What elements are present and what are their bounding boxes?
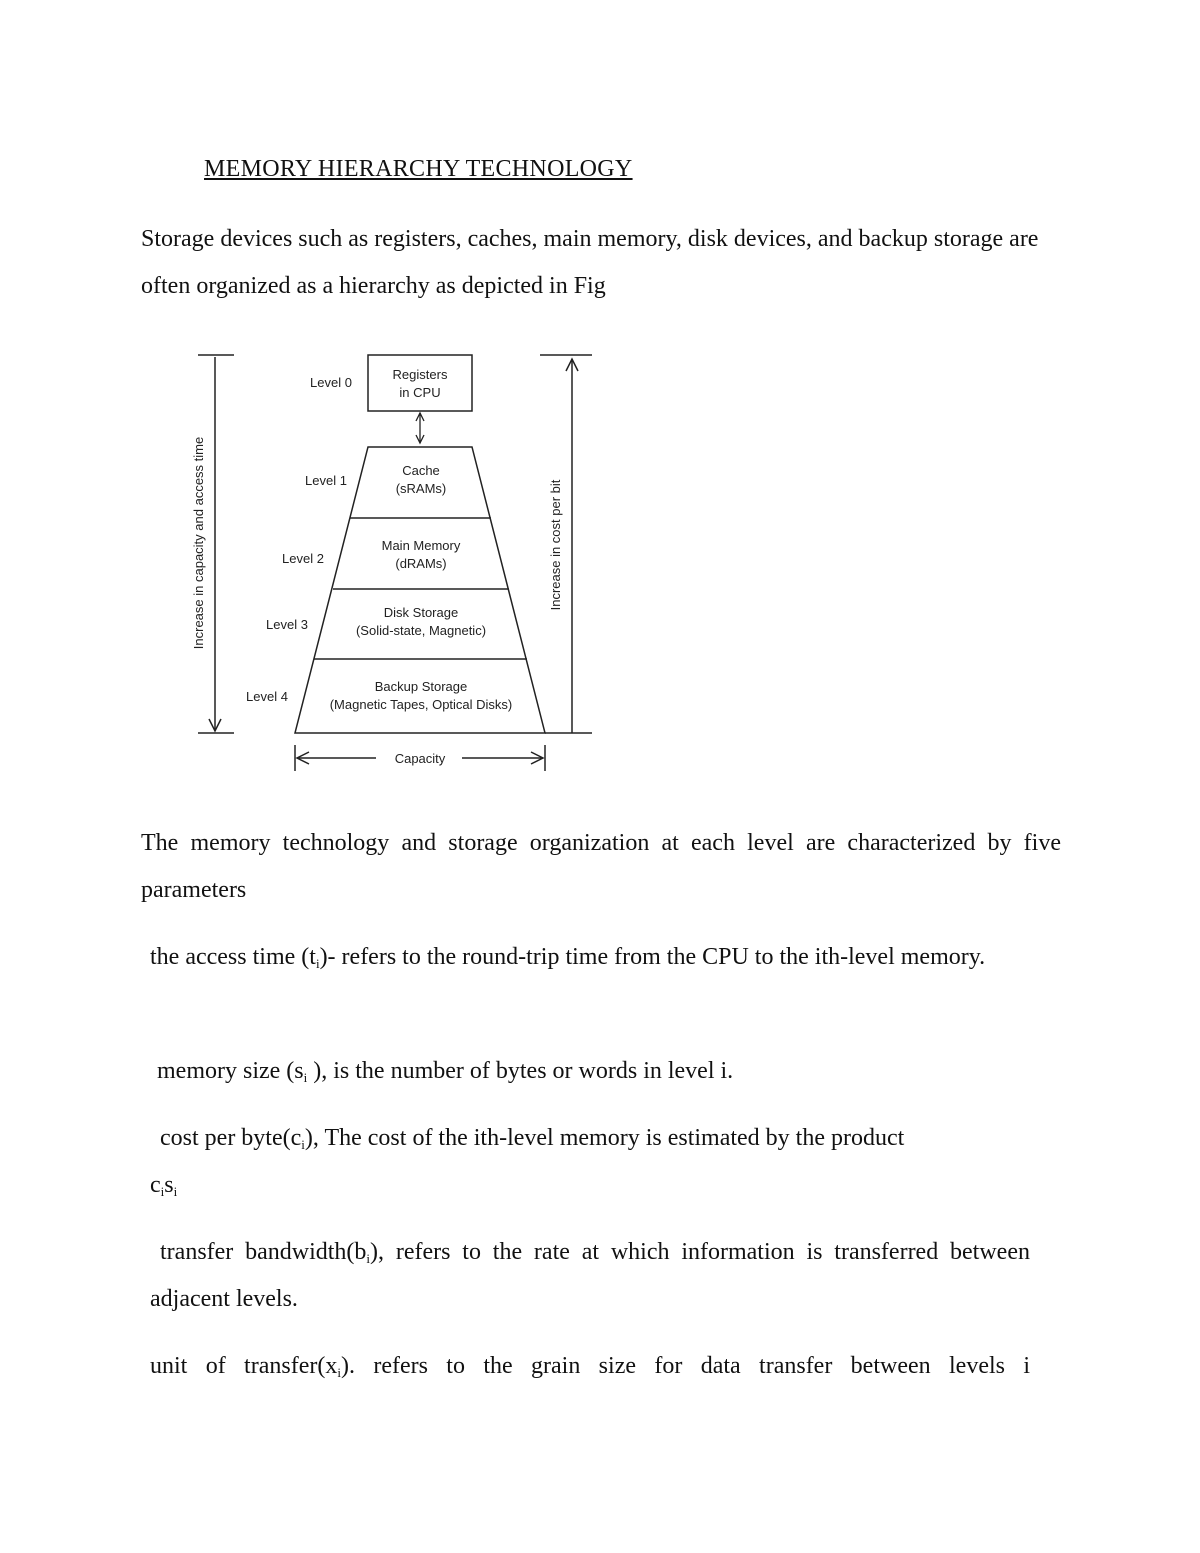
level-1-line2: (sRAMs) — [395, 481, 447, 496]
level-2-label: Level 2 — [282, 551, 324, 566]
param-transfer-bandwidth-text: transfer bandwidth(b — [160, 1239, 367, 1265]
product-s: s — [164, 1172, 174, 1198]
param-unit-of-transfer-text: unit of transfer(x — [150, 1353, 338, 1379]
param-cost-product — [150, 1162, 350, 1209]
level-2-line1: Main Memory — [381, 538, 461, 553]
param-cost-per-byte — [160, 1115, 1040, 1162]
product-s-sub: i — [173, 1184, 178, 1199]
param-access-time-sub: i — [315, 956, 320, 971]
registers-box — [368, 355, 472, 411]
level-1-label: Level 1 — [305, 473, 347, 488]
level-0-line2: in CPU — [399, 385, 441, 400]
param-access-time-rest: )- refers to the round-trip time from the CPU to the ith-level memory. — [319, 944, 986, 970]
level-0-line1: Registers — [392, 367, 448, 382]
params-intro-paragraph: The memory technology and storage organization at each level are characterized by five parameters — [141, 830, 1061, 903]
level-4-line1: Backup Storage — [374, 679, 468, 694]
level-3-line1: Disk Storage — [383, 605, 459, 620]
register-cache-arrow — [416, 413, 424, 443]
param-memory-size-rest: ), is the number of bytes or words in level i. — [307, 1058, 734, 1084]
param-memory-size — [157, 1048, 1037, 1095]
intro-paragraph: Storage devices such as registers, caches, main memory, disk devices, and backup storage are often organized as a hierarchy as depicted in Fig — [141, 226, 1039, 299]
param-transfer-bandwidth — [150, 1229, 1030, 1323]
param-access-time — [150, 934, 1030, 981]
param-unit-of-transfer-rest: ). refers to the grain size for data transfer between levels i — [340, 1353, 1031, 1379]
level-1-line1: Cache — [402, 463, 440, 478]
param-access-time-text: the access time (t — [150, 944, 316, 970]
param-memory-size-sub: i — [303, 1070, 308, 1085]
level-2-line2: (dRAMs) — [395, 556, 447, 571]
level-0-label: Level 0 — [310, 375, 352, 390]
product-c-sub: i — [160, 1184, 165, 1199]
level-3-label: Level 3 — [266, 617, 308, 632]
capacity-label: Capacity — [394, 751, 446, 766]
param-transfer-bandwidth-sub: i — [366, 1251, 371, 1266]
param-transfer-bandwidth-rest: ), refers to the rate at which information is transferred between adjacent levels. — [150, 1239, 1030, 1312]
param-unit-of-transfer — [150, 1343, 1030, 1390]
memory-hierarchy-figure — [140, 335, 640, 795]
level-4-line2: (Magnetic Tapes, Optical Disks) — [329, 697, 513, 712]
right-axis-label: Increase in cost per bit — [548, 479, 563, 611]
page-title: MEMORY HIERARCHY TECHNOLOGY — [204, 156, 633, 182]
param-cost-per-byte-sub: i — [301, 1137, 305, 1152]
param-memory-size-text: memory size (s — [157, 1058, 304, 1084]
param-cost-per-byte-rest: ), The cost of the ith-level memory is estimated by the product — [304, 1125, 905, 1151]
param-unit-of-transfer-sub: i — [337, 1365, 341, 1380]
level-3-line2: (Solid-state, Magnetic) — [355, 623, 487, 638]
product-c: c — [150, 1172, 161, 1198]
param-cost-per-byte-text: cost per byte(c — [160, 1125, 302, 1151]
left-axis-label: Increase in capacity and access time — [191, 436, 206, 650]
level-4-label: Level 4 — [246, 689, 288, 704]
